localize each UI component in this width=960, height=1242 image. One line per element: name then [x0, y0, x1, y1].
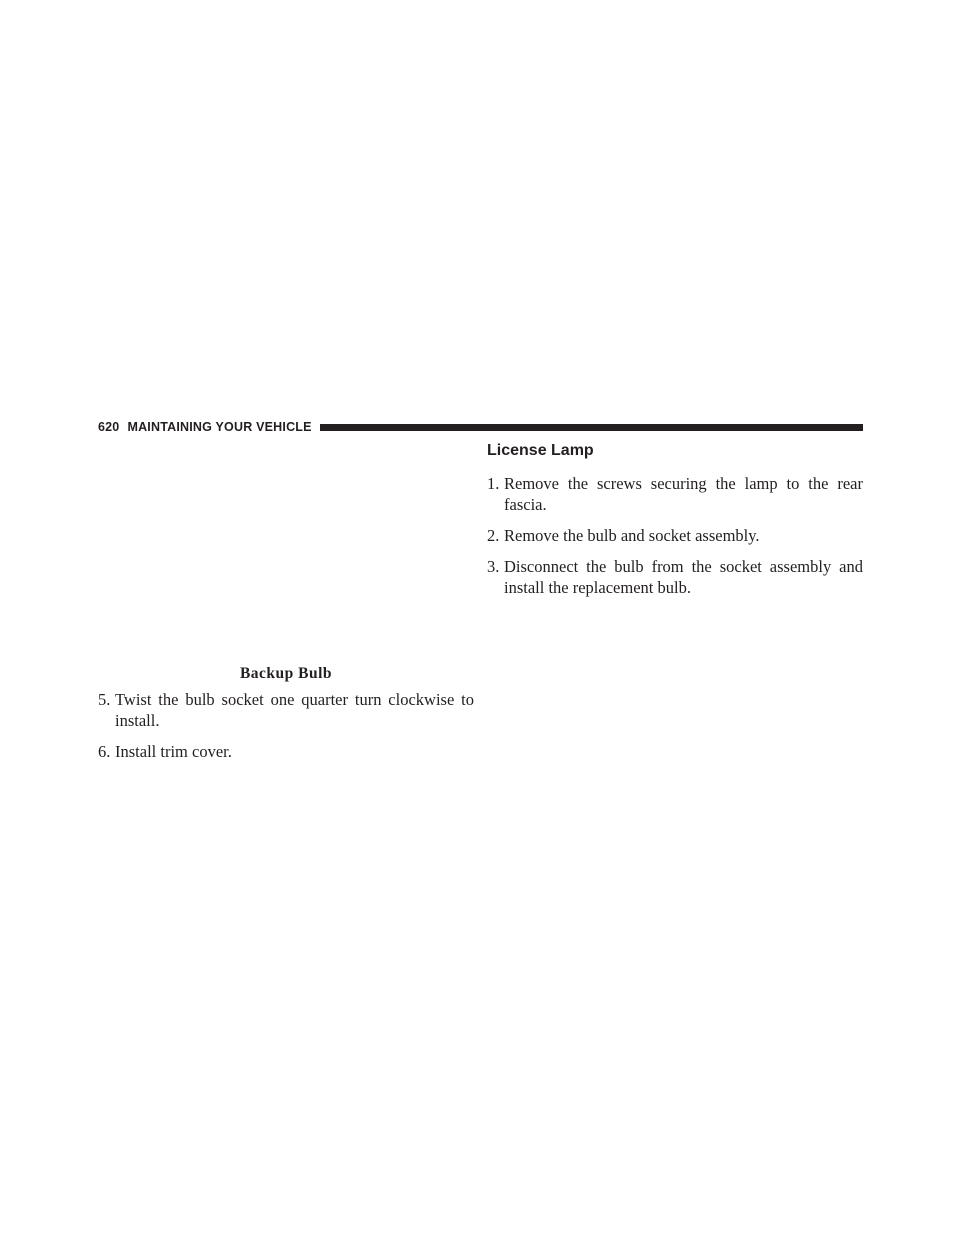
figure-caption: Backup Bulb [239, 665, 333, 682]
step-item [98, 741, 474, 762]
step-text: Remove the screws securing the lamp to the rear fascia. [504, 474, 863, 514]
license-lamp-heading: License Lamp [487, 442, 594, 459]
step-text: Install trim cover. [115, 742, 232, 761]
step-number: 3. [487, 557, 500, 576]
step-item [487, 473, 863, 515]
section-title: MAINTAINING YOUR VEHICLE [127, 420, 312, 434]
step-item [487, 525, 863, 546]
right-column [487, 440, 863, 608]
header-rule [320, 424, 863, 431]
backup-bulb-figure [98, 440, 474, 658]
left-column [98, 440, 474, 772]
step-number: 2. [487, 526, 500, 545]
step-item [487, 556, 863, 598]
step-text: Remove the bulb and socket assembly. [504, 526, 760, 545]
step-number: 5. [98, 690, 111, 709]
step-number: 6. [98, 742, 111, 761]
step-text: Twist the bulb socket one quarter turn clockwise to install. [115, 690, 474, 730]
page-number: 620 [98, 420, 120, 434]
step-item [98, 689, 474, 731]
left-steps [98, 689, 474, 762]
step-number: 1. [487, 474, 500, 493]
step-text: Disconnect the bulb from the socket assembly and install the replacement bulb. [504, 557, 863, 597]
page-header [98, 420, 863, 434]
